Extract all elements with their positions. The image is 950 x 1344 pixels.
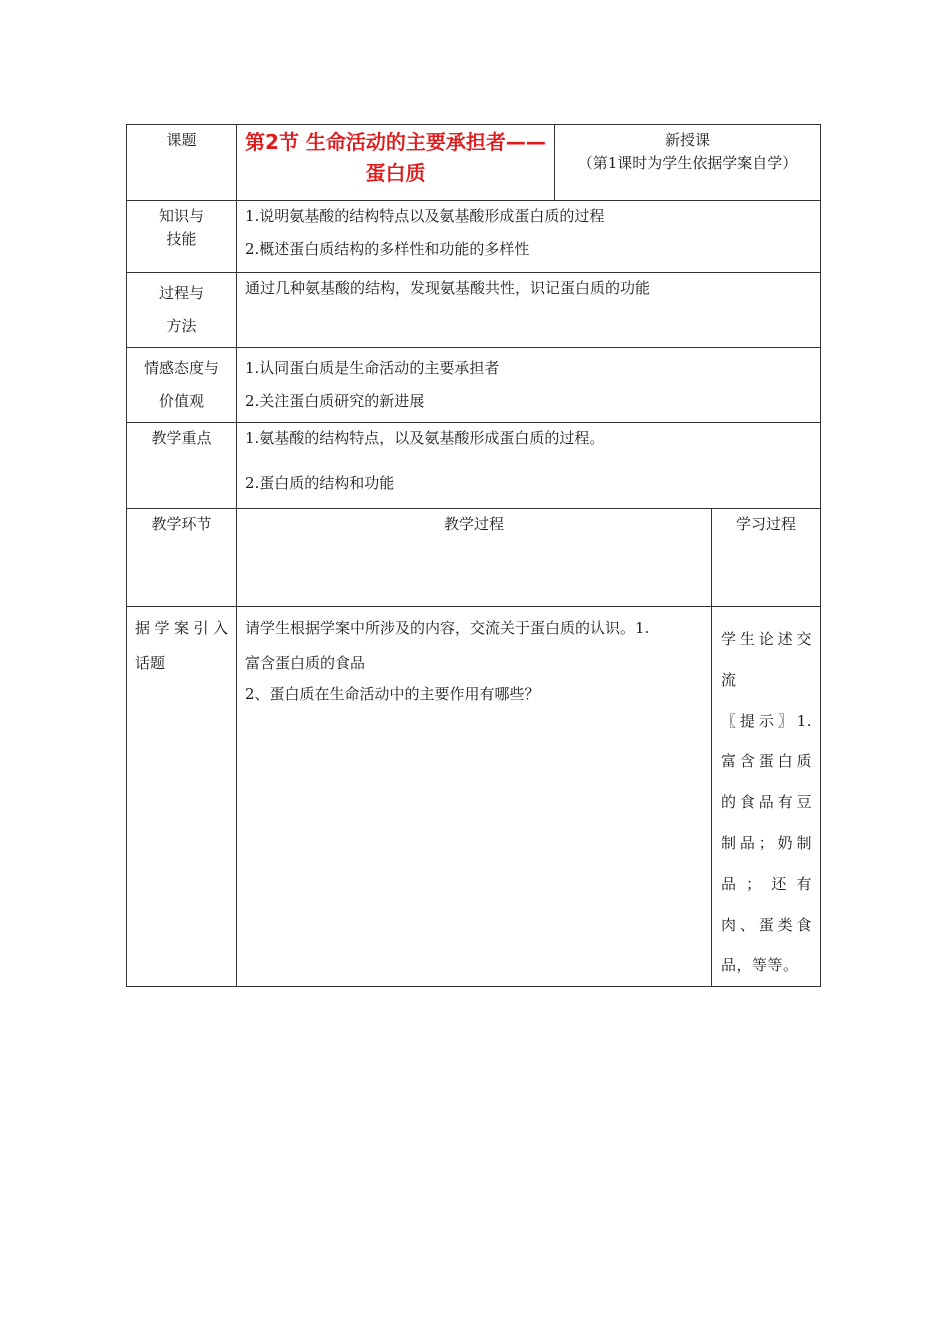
section-header-row xyxy=(127,509,821,607)
learning-process: 学生论述交 流 〖提示〗1. 富含蛋白质 的食品有豆 制品；奶制 品；还有 肉、蛋类食 品，等等。 xyxy=(712,607,821,987)
intro-row xyxy=(127,607,821,987)
row-label: 情感态度与 价值观 xyxy=(127,348,237,423)
course-type-cell xyxy=(555,125,821,201)
header-row xyxy=(127,125,821,201)
content-item: 1.认同蛋白质是生命活动的主要承担者 xyxy=(245,359,500,377)
row-label: 过程与 方法 xyxy=(127,273,237,348)
process-row xyxy=(127,273,821,348)
content-item: 2.概述蛋白质结构的多样性和功能的多样性 xyxy=(245,240,530,259)
row-label: 知识与 技能 xyxy=(127,201,237,273)
attitude-row xyxy=(127,348,821,423)
content-line: 富含蛋白质的食品 xyxy=(245,654,366,673)
section-col-teaching: 教学过程 xyxy=(237,509,712,607)
section-col-stage: 教学环节 xyxy=(127,509,237,607)
course-type: 新授课 xyxy=(665,131,711,149)
topic-label: 课题 xyxy=(127,125,237,201)
row-content xyxy=(237,201,821,273)
content-item: 通过几种氨基酸的结构，发现氨基酸共性，识记蛋白质的功能 xyxy=(245,279,651,297)
row-content xyxy=(237,273,821,348)
content-item: 1.说明氨基酸的结构特点以及氨基酸形成蛋白质的过程 xyxy=(245,207,605,225)
knowledge-row xyxy=(127,201,821,273)
content-item: 1.氨基酸的结构特点，以及氨基酸形成蛋白质的过程。 xyxy=(245,429,605,447)
row-label: 教学重点 xyxy=(127,423,237,509)
content-line: 请学生根据学案中所涉及的内容，交流关于蛋白质的认识。1. xyxy=(245,619,650,637)
content-item: 2.蛋白质的结构和功能 xyxy=(245,474,395,493)
row-content xyxy=(237,423,821,509)
course-note: （第1课时为学生依据学案自学） xyxy=(577,154,798,173)
intro-content xyxy=(237,607,712,987)
lesson-plan-table xyxy=(126,124,821,987)
section-col-learning: 学习过程 xyxy=(712,509,821,607)
row-content xyxy=(237,348,821,423)
content-item: 2.关注蛋白质研究的新进展 xyxy=(245,392,425,410)
lesson-title: 第2节 生命活动的主要承担者——蛋白质 xyxy=(237,125,555,201)
intro-label: 据学案引入 话题 xyxy=(127,607,237,987)
content-line: 2、蛋白质在生命活动中的主要作用有哪些？ xyxy=(245,684,540,703)
key-points-row xyxy=(127,423,821,509)
